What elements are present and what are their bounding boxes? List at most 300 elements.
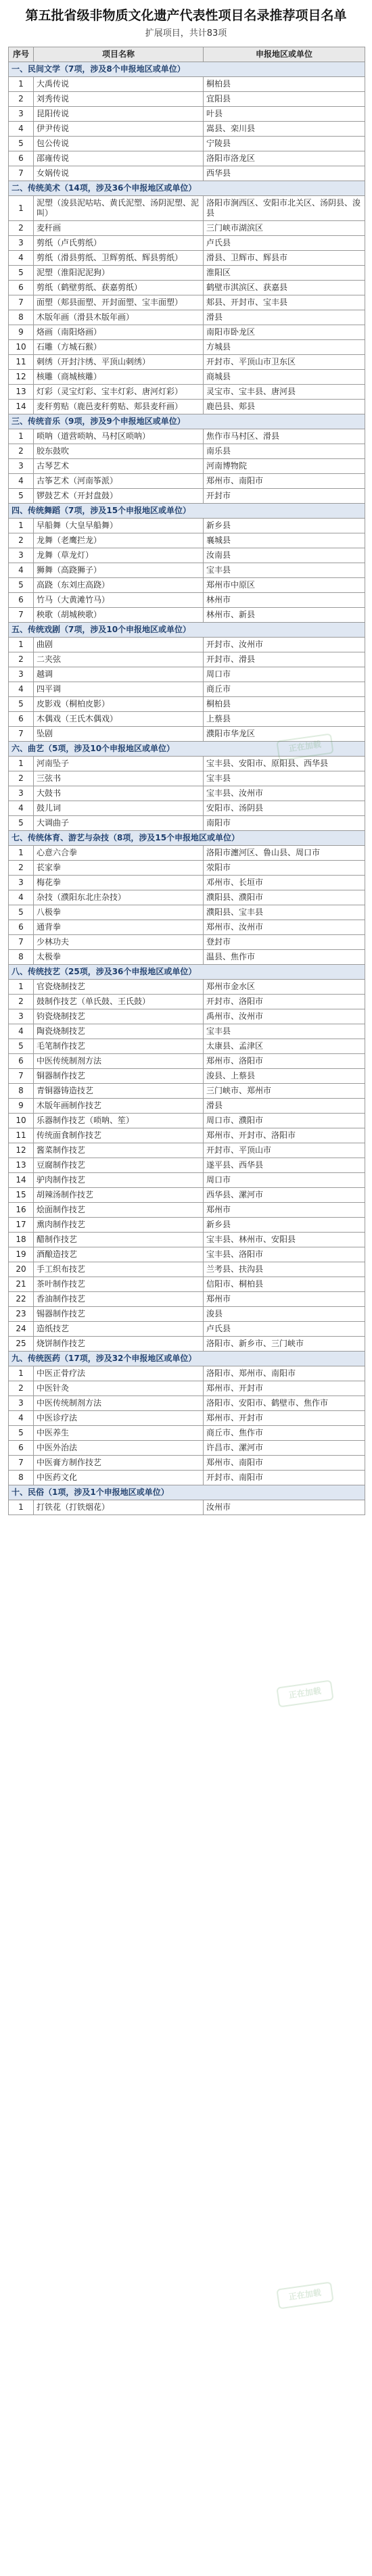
cell-name: 通背拳 xyxy=(34,920,204,935)
table-row xyxy=(9,995,365,1009)
cell-name: 醋制作技艺 xyxy=(34,1233,204,1247)
table-row xyxy=(9,682,365,697)
cell-name: 鼓儿词 xyxy=(34,801,204,816)
section-title: 十、民俗（1项，涉及1个申报地区或单位） xyxy=(9,1485,365,1500)
table-row xyxy=(9,578,365,593)
cell-no: 14 xyxy=(9,400,34,414)
project-table xyxy=(8,47,365,1515)
cell-name: 伊尹传说 xyxy=(34,122,204,137)
cell-no: 3 xyxy=(9,459,34,474)
cell-unit: 郑州市、南阳市 xyxy=(204,1456,365,1471)
table-row xyxy=(9,196,365,221)
cell-unit: 方城县 xyxy=(204,340,365,355)
cell-no: 6 xyxy=(9,1054,34,1069)
cell-unit: 洛阳市瀍河区、鲁山县、周口市 xyxy=(204,846,365,861)
table-row xyxy=(9,801,365,816)
cell-unit: 上蔡县 xyxy=(204,712,365,727)
table-row xyxy=(9,429,365,444)
cell-no: 11 xyxy=(9,1128,34,1143)
table-row xyxy=(9,92,365,107)
cell-unit: 郑州市 xyxy=(204,1203,365,1218)
cell-no: 13 xyxy=(9,1158,34,1173)
cell-unit: 西华县、漯河市 xyxy=(204,1188,365,1203)
cell-no: 8 xyxy=(9,950,34,965)
cell-unit: 三门峡市湖滨区 xyxy=(204,221,365,236)
cell-name: 狮舞（高跷狮子） xyxy=(34,563,204,578)
cell-name: 龙舞（老鹰拦龙） xyxy=(34,533,204,548)
table-row xyxy=(9,935,365,950)
cell-name: 铜器制作技艺 xyxy=(34,1069,204,1084)
table-row xyxy=(9,920,365,935)
cell-unit: 洛阳市涧西区、安阳市北关区、汤阴县、浚县 xyxy=(204,196,365,221)
cell-unit: 登封市 xyxy=(204,935,365,950)
table-row xyxy=(9,1456,365,1471)
cell-unit: 开封市、滑县 xyxy=(204,652,365,667)
cell-name: 石雕（方城石猴） xyxy=(34,340,204,355)
table-row xyxy=(9,151,365,166)
cell-name: 大鼓书 xyxy=(34,786,204,801)
cell-no: 2 xyxy=(9,1381,34,1396)
cell-unit: 郑州市、开封市 xyxy=(204,1381,365,1396)
header-name: 项目名称 xyxy=(34,47,204,62)
cell-name: 曲剧 xyxy=(34,638,204,652)
table-row xyxy=(9,1128,365,1143)
header-unit: 申报地区或单位 xyxy=(204,47,365,62)
table-row xyxy=(9,166,365,181)
table-row xyxy=(9,548,365,563)
table-row xyxy=(9,667,365,682)
table-row xyxy=(9,459,365,474)
cell-name: 太极拳 xyxy=(34,950,204,965)
cell-unit: 洛阳市、安阳市、鹤壁市、焦作市 xyxy=(204,1396,365,1411)
cell-name: 灯彩（灵宝灯彩、宝丰灯彩、唐河灯彩） xyxy=(34,385,204,400)
cell-unit: 宝丰县、林州市、安阳县 xyxy=(204,1233,365,1247)
cell-unit: 濮阳市华龙区 xyxy=(204,727,365,742)
cell-no: 8 xyxy=(9,310,34,325)
cell-no: 6 xyxy=(9,593,34,608)
cell-name: 龙舞（草龙灯） xyxy=(34,548,204,563)
table-row xyxy=(9,786,365,801)
cell-name: 麦秆画 xyxy=(34,221,204,236)
cell-unit: 商丘市、焦作市 xyxy=(204,1426,365,1441)
cell-name: 中医养生 xyxy=(34,1426,204,1441)
cell-unit: 浚县、上蔡县 xyxy=(204,1069,365,1084)
cell-no: 19 xyxy=(9,1247,34,1262)
cell-unit: 商丘市 xyxy=(204,682,365,697)
cell-name: 木偶戏（王氏木偶戏） xyxy=(34,712,204,727)
section-title: 二、传统美术（14项，涉及36个申报地区或单位） xyxy=(9,181,365,196)
watermark-stamp: 正在加载 xyxy=(276,733,333,761)
section-header-row xyxy=(9,831,365,846)
section-header-row xyxy=(9,181,365,196)
cell-no: 12 xyxy=(9,370,34,385)
cell-name: 传统面食制作技艺 xyxy=(34,1128,204,1143)
table-row xyxy=(9,310,365,325)
table-row xyxy=(9,295,365,310)
table-row xyxy=(9,1322,365,1337)
cell-name: 泥塑（浚县泥咕咕、黄氏泥塑、汤阴泥塑、泥叫） xyxy=(34,196,204,221)
cell-name: 高跷（东刘庄高跷） xyxy=(34,578,204,593)
table-row xyxy=(9,122,365,137)
table-row xyxy=(9,1262,365,1277)
cell-no: 2 xyxy=(9,221,34,236)
cell-name: 剪纸（鹤壁剪纸、获嘉剪纸） xyxy=(34,281,204,295)
cell-unit: 宝丰县 xyxy=(204,771,365,786)
cell-no: 7 xyxy=(9,1456,34,1471)
cell-unit: 宝丰县、汝州市 xyxy=(204,786,365,801)
table-row xyxy=(9,757,365,771)
table-row xyxy=(9,519,365,533)
cell-no: 15 xyxy=(9,1188,34,1203)
cell-unit: 太康县、孟津区 xyxy=(204,1039,365,1054)
cell-name: 邵雍传说 xyxy=(34,151,204,166)
table-row xyxy=(9,1233,365,1247)
cell-name: 中医针灸 xyxy=(34,1381,204,1396)
table-body xyxy=(9,62,365,1515)
cell-no: 3 xyxy=(9,786,34,801)
section-title: 三、传统音乐（9项，涉及9个申报地区或单位） xyxy=(9,414,365,429)
table-row xyxy=(9,251,365,266)
cell-name: 梅花拳 xyxy=(34,876,204,890)
cell-unit: 汝州市 xyxy=(204,1500,365,1515)
cell-no: 3 xyxy=(9,876,34,890)
table-row xyxy=(9,1471,365,1485)
cell-no: 5 xyxy=(9,905,34,920)
cell-name: 泥塑（淮阳泥泥狗） xyxy=(34,266,204,281)
cell-unit: 桐柏县 xyxy=(204,77,365,92)
cell-no: 16 xyxy=(9,1203,34,1218)
cell-name: 鼓制作技艺（单氏鼓、王氏鼓） xyxy=(34,995,204,1009)
cell-unit: 滑县 xyxy=(204,1099,365,1114)
cell-unit: 周口市 xyxy=(204,1173,365,1188)
table-row xyxy=(9,652,365,667)
cell-name: 二夹弦 xyxy=(34,652,204,667)
cell-unit: 新乡县 xyxy=(204,519,365,533)
cell-name: 中医诊疗法 xyxy=(34,1411,204,1426)
cell-name: 古琴艺术 xyxy=(34,459,204,474)
cell-name: 大调曲子 xyxy=(34,816,204,831)
table-row xyxy=(9,137,365,151)
cell-no: 4 xyxy=(9,474,34,489)
cell-name: 豆腐制作技艺 xyxy=(34,1158,204,1173)
cell-unit: 宝丰县 xyxy=(204,1024,365,1039)
cell-unit: 三门峡市、郑州市 xyxy=(204,1084,365,1099)
cell-no: 4 xyxy=(9,1411,34,1426)
cell-unit: 宝丰县、安阳市、原阳县、西华县 xyxy=(204,757,365,771)
section-title: 四、传统舞蹈（7项，涉及15个申报地区或单位） xyxy=(9,504,365,519)
cell-unit: 荥阳市 xyxy=(204,861,365,876)
cell-no: 4 xyxy=(9,1024,34,1039)
cell-name: 八极拳 xyxy=(34,905,204,920)
cell-name: 锣鼓艺术（开封盘鼓） xyxy=(34,489,204,504)
cell-unit: 商城县 xyxy=(204,370,365,385)
cell-no: 1 xyxy=(9,638,34,652)
section-title: 八、传统技艺（25项，涉及36个申报地区或单位） xyxy=(9,965,365,980)
cell-no: 1 xyxy=(9,1500,34,1515)
table-row xyxy=(9,1426,365,1441)
cell-no: 7 xyxy=(9,295,34,310)
cell-unit: 宝丰县 xyxy=(204,563,365,578)
table-row xyxy=(9,727,365,742)
cell-name: 烙画（南阳烙画） xyxy=(34,325,204,340)
cell-no: 5 xyxy=(9,266,34,281)
cell-unit: 浚县 xyxy=(204,1307,365,1322)
table-row xyxy=(9,1158,365,1173)
cell-no: 1 xyxy=(9,77,34,92)
cell-no: 13 xyxy=(9,385,34,400)
cell-no: 4 xyxy=(9,890,34,905)
cell-name: 中医外治法 xyxy=(34,1441,204,1456)
table-row xyxy=(9,980,365,995)
table-row xyxy=(9,1039,365,1054)
cell-no: 8 xyxy=(9,1471,34,1485)
cell-no: 2 xyxy=(9,444,34,459)
cell-unit: 邓州市、长垣市 xyxy=(204,876,365,890)
cell-no: 2 xyxy=(9,533,34,548)
cell-unit: 新乡县 xyxy=(204,1218,365,1233)
cell-unit: 南乐县 xyxy=(204,444,365,459)
table-row xyxy=(9,1143,365,1158)
table-row xyxy=(9,905,365,920)
cell-name: 熏肉制作技艺 xyxy=(34,1218,204,1233)
cell-unit: 开封市、洛阳市 xyxy=(204,995,365,1009)
cell-no: 6 xyxy=(9,712,34,727)
table-row xyxy=(9,1173,365,1188)
cell-no: 11 xyxy=(9,355,34,370)
cell-name: 刺绣（开封汴绣、平顶山刺绣） xyxy=(34,355,204,370)
cell-no: 1 xyxy=(9,429,34,444)
cell-name: 酒酿造技艺 xyxy=(34,1247,204,1262)
cell-name: 钧瓷烧制技艺 xyxy=(34,1009,204,1024)
cell-unit: 郑州市、开封市 xyxy=(204,1411,365,1426)
cell-name: 中医传统制剂方法 xyxy=(34,1396,204,1411)
cell-unit: 开封市 xyxy=(204,489,365,504)
table-row xyxy=(9,712,365,727)
cell-name: 秧歌（胡城秧歌） xyxy=(34,608,204,623)
cell-no: 6 xyxy=(9,281,34,295)
cell-unit: 郑州市、洛阳市 xyxy=(204,1054,365,1069)
cell-unit: 郑州市、开封市、洛阳市 xyxy=(204,1128,365,1143)
section-header-row xyxy=(9,742,365,757)
section-header-row xyxy=(9,623,365,638)
table-row xyxy=(9,846,365,861)
cell-name: 杂技（濮阳东北庄杂技） xyxy=(34,890,204,905)
table-row xyxy=(9,1069,365,1084)
table-row xyxy=(9,638,365,652)
cell-unit: 郑州市、汝州市 xyxy=(204,920,365,935)
cell-unit: 周口市 xyxy=(204,667,365,682)
cell-name: 毛笔制作技艺 xyxy=(34,1039,204,1054)
cell-no: 1 xyxy=(9,757,34,771)
cell-unit: 郏县、开封市、宝丰县 xyxy=(204,295,365,310)
cell-name: 心意六合拳 xyxy=(34,846,204,861)
cell-no: 2 xyxy=(9,861,34,876)
cell-unit: 郑州市金水区 xyxy=(204,980,365,995)
cell-name: 造纸技艺 xyxy=(34,1322,204,1337)
cell-no: 4 xyxy=(9,563,34,578)
cell-unit: 南阳市卧龙区 xyxy=(204,325,365,340)
table-row xyxy=(9,697,365,712)
section-header-row xyxy=(9,62,365,77)
cell-name: 剪纸（卢氏剪纸） xyxy=(34,236,204,251)
table-row xyxy=(9,1307,365,1322)
table-row xyxy=(9,107,365,122)
table-row xyxy=(9,221,365,236)
cell-no: 23 xyxy=(9,1307,34,1322)
cell-name: 面塑（郏县面塑、开封面塑、宝丰面塑） xyxy=(34,295,204,310)
cell-unit: 鹤壁市淇滨区、获嘉县 xyxy=(204,281,365,295)
table-row xyxy=(9,370,365,385)
table-row xyxy=(9,816,365,831)
cell-unit: 鹿邑县、郏县 xyxy=(204,400,365,414)
cell-no: 21 xyxy=(9,1277,34,1292)
table-row xyxy=(9,281,365,295)
cell-no: 8 xyxy=(9,1084,34,1099)
table-row xyxy=(9,593,365,608)
cell-unit: 襄城县 xyxy=(204,533,365,548)
cell-name: 少林功夫 xyxy=(34,935,204,950)
watermark-stamp: 正在加载 xyxy=(276,2281,333,2309)
cell-unit: 温县、焦作市 xyxy=(204,950,365,965)
cell-unit: 林州市 xyxy=(204,593,365,608)
cell-no: 10 xyxy=(9,340,34,355)
table-row xyxy=(9,340,365,355)
cell-no: 1 xyxy=(9,519,34,533)
cell-unit: 开封市、汝州市 xyxy=(204,638,365,652)
cell-unit: 淮阳区 xyxy=(204,266,365,281)
table-row xyxy=(9,1292,365,1307)
cell-no: 10 xyxy=(9,1114,34,1128)
cell-name: 官瓷烧制技艺 xyxy=(34,980,204,995)
cell-no: 2 xyxy=(9,771,34,786)
cell-name: 木版年画（滑县木版年画） xyxy=(34,310,204,325)
table-row xyxy=(9,608,365,623)
cell-unit: 桐柏县 xyxy=(204,697,365,712)
cell-unit: 洛阳市洛龙区 xyxy=(204,151,365,166)
cell-no: 2 xyxy=(9,995,34,1009)
cell-unit: 洛阳市、郑州市、南阳市 xyxy=(204,1366,365,1381)
cell-unit: 河南博物院 xyxy=(204,459,365,474)
cell-no: 3 xyxy=(9,107,34,122)
cell-name: 胶东鼓吹 xyxy=(34,444,204,459)
table-row xyxy=(9,1396,365,1411)
page-title: 第五批省级非物质文化遗产代表性项目名录推荐项目名单 xyxy=(25,8,347,23)
cell-name: 核雕（商城核雕） xyxy=(34,370,204,385)
table-row xyxy=(9,1188,365,1203)
table-row xyxy=(9,385,365,400)
cell-no: 5 xyxy=(9,697,34,712)
table-row xyxy=(9,1024,365,1039)
section-title: 一、民间文学（7项，涉及8个申报地区或单位） xyxy=(9,62,365,77)
cell-no: 3 xyxy=(9,236,34,251)
cell-unit: 汝南县 xyxy=(204,548,365,563)
cell-name: 女娲传说 xyxy=(34,166,204,181)
cell-unit: 滑县、卫辉市、辉县市 xyxy=(204,251,365,266)
cell-unit: 开封市、平顶山市 xyxy=(204,1143,365,1158)
cell-no: 24 xyxy=(9,1322,34,1337)
cell-unit: 焦作市马村区、滑县 xyxy=(204,429,365,444)
table-row xyxy=(9,266,365,281)
table-row xyxy=(9,771,365,786)
table-row xyxy=(9,1084,365,1099)
table-row xyxy=(9,1500,365,1515)
cell-no: 7 xyxy=(9,166,34,181)
cell-no: 6 xyxy=(9,920,34,935)
cell-unit: 宁陵县 xyxy=(204,137,365,151)
cell-unit: 洛阳市、新乡市、三门峡市 xyxy=(204,1337,365,1352)
cell-name: 刘秀传说 xyxy=(34,92,204,107)
cell-name: 胡辣汤制作技艺 xyxy=(34,1188,204,1203)
cell-no: 1 xyxy=(9,980,34,995)
cell-no: 7 xyxy=(9,608,34,623)
cell-no: 2 xyxy=(9,652,34,667)
cell-name: 木版年画制作技艺 xyxy=(34,1099,204,1114)
cell-unit: 禹州市、汝州市 xyxy=(204,1009,365,1024)
table-header-row xyxy=(9,47,365,62)
cell-unit: 兰考县、扶沟县 xyxy=(204,1262,365,1277)
cell-unit: 郑州市 xyxy=(204,1292,365,1307)
cell-name: 香油制作技艺 xyxy=(34,1292,204,1307)
cell-no: 1 xyxy=(9,196,34,221)
section-title: 五、传统戏剧（7项，涉及10个申报地区或单位） xyxy=(9,623,365,638)
section-title: 六、曲艺（5项，涉及10个申报地区或单位） xyxy=(9,742,365,757)
table-row xyxy=(9,1337,365,1352)
cell-name: 锡器制作技艺 xyxy=(34,1307,204,1322)
table-row xyxy=(9,1441,365,1456)
header-no: 序号 xyxy=(9,47,34,62)
cell-name: 烧饼制作技艺 xyxy=(34,1337,204,1352)
table-row xyxy=(9,489,365,504)
cell-name: 河南坠子 xyxy=(34,757,204,771)
section-header-row xyxy=(9,1352,365,1366)
table-row xyxy=(9,950,365,965)
cell-name: 驴肉制作技艺 xyxy=(34,1173,204,1188)
cell-name: 大禹传说 xyxy=(34,77,204,92)
cell-unit: 西华县 xyxy=(204,166,365,181)
cell-unit: 开封市、平顶山市卫东区 xyxy=(204,355,365,370)
cell-unit: 周口市、濮阳市 xyxy=(204,1114,365,1128)
cell-name: 越调 xyxy=(34,667,204,682)
cell-no: 3 xyxy=(9,667,34,682)
cell-no: 12 xyxy=(9,1143,34,1158)
cell-unit: 林州市、新县 xyxy=(204,608,365,623)
cell-name: 古筝艺术（河南筝派） xyxy=(34,474,204,489)
cell-name: 昆阳传说 xyxy=(34,107,204,122)
cell-unit: 遂平县、西华县 xyxy=(204,1158,365,1173)
cell-name: 麦秆剪贴（鹿邑麦秆剪贴、郏县麦秆画） xyxy=(34,400,204,414)
table-row xyxy=(9,400,365,414)
cell-no: 20 xyxy=(9,1262,34,1277)
cell-no: 1 xyxy=(9,846,34,861)
cell-no: 5 xyxy=(9,578,34,593)
cell-name: 三弦书 xyxy=(34,771,204,786)
cell-unit: 许昌市、漯河市 xyxy=(204,1441,365,1456)
cell-no: 4 xyxy=(9,122,34,137)
cell-no: 5 xyxy=(9,1426,34,1441)
table-row xyxy=(9,1366,365,1381)
section-header-row xyxy=(9,1485,365,1500)
cell-no: 4 xyxy=(9,801,34,816)
cell-no: 1 xyxy=(9,1366,34,1381)
cell-unit: 宜阳县 xyxy=(204,92,365,107)
cell-name: 中医正骨疗法 xyxy=(34,1366,204,1381)
cell-no: 5 xyxy=(9,137,34,151)
table-row xyxy=(9,1054,365,1069)
cell-no: 2 xyxy=(9,92,34,107)
table-row xyxy=(9,77,365,92)
cell-name: 中医药文化 xyxy=(34,1471,204,1485)
cell-unit: 滑县 xyxy=(204,310,365,325)
